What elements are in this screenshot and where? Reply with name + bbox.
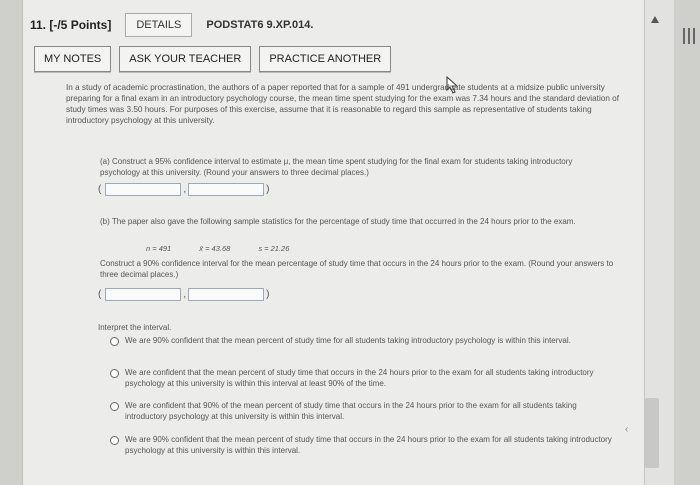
interpret-option-1[interactable]	[110, 336, 620, 347]
option-label: We are 90% confident that the mean percent of study time for all students taking introductory psychology is within this interval.	[125, 336, 571, 345]
expand-arrow-icon[interactable]: ‹	[625, 424, 629, 435]
option-label: We are confident that the mean percent of study time that occurs in the 24 hours prior to the exam for all students taking introductory psychology at this university is within this interval at least 90% of the time.	[125, 368, 594, 388]
option-label: We are 90% confident that the mean percent of study time that occurs in the 24 hours prior to the exam for all students taking introductory psychology at this university is within this interval.	[125, 435, 612, 455]
part-a-lower-input[interactable]	[105, 183, 181, 196]
part-a-answer-row	[98, 183, 269, 196]
radio-button[interactable]	[110, 436, 119, 445]
paren-open: (	[98, 184, 102, 195]
comma: ,	[183, 184, 187, 195]
interpret-option-4[interactable]	[110, 435, 615, 456]
paren-close: )	[266, 184, 270, 195]
practice-another-button[interactable]: PRACTICE ANOTHER	[259, 46, 391, 72]
radio-button[interactable]	[110, 337, 119, 346]
comma: ,	[183, 289, 187, 300]
radio-button[interactable]	[110, 402, 119, 411]
paren-close: )	[266, 289, 270, 300]
part-b-text: (b) The paper also gave the following sample statistics for the percentage of study time that occurred in the 24 hours prior to the exam.	[100, 217, 576, 226]
part-b-answer-row	[98, 288, 269, 301]
sample-statistics	[146, 244, 289, 253]
question-header	[30, 12, 313, 38]
details-button[interactable]: DETAILS	[125, 13, 192, 37]
option-label: We are confident that 90% of the mean percent of study time that occurs in the 24 hours prior to the exam for all students taking introductory psychology at this university is within this interval.	[125, 401, 577, 421]
part-b-construct: Construct a 90% confidence interval for the mean percentage of study time that occurs in the 24 hours prior to the exam. (Round your answers to three decimal places.)	[100, 259, 614, 279]
part-a-upper-input[interactable]	[188, 183, 264, 196]
part-b-lower-input[interactable]	[105, 288, 181, 301]
part-b-upper-input[interactable]	[188, 288, 264, 301]
radio-button[interactable]	[110, 369, 119, 378]
question-number: 11. [-/5 Points]	[30, 18, 112, 32]
stat-xbar: x̄ = 43.68	[199, 244, 231, 253]
interpret-option-2[interactable]	[110, 368, 610, 389]
stat-n: n = 491	[146, 244, 172, 253]
interpret-label: Interpret the interval.	[98, 323, 172, 332]
paren-open: (	[98, 289, 102, 300]
part-a-text: (a) Construct a 95% confidence interval to estimate μ, the mean time spent studying for the final exam for students taking introductory psychology at this university. (Round your answers to three decimal places.)	[100, 157, 573, 177]
problem-intro: In a study of academic procrastination, the authors of a paper reported that for a sample of 491 undergraduate students at a midsize public university preparing for a final exam in an introductory psychology course, the mean time spent studying for the exam was 7.34 hours and the standard deviation of study times was 3.50 hours. For purposes of this exercise, assume that it is reasonable to regard this sample as representative of students taking introductory psychology at this university.	[66, 83, 619, 125]
interpret-option-3[interactable]	[110, 401, 610, 422]
stat-s: s = 21.26	[258, 244, 290, 253]
menu-icon[interactable]	[683, 28, 697, 50]
my-notes-button[interactable]: MY NOTES	[34, 46, 111, 72]
course-code: PODSTAT6 9.XP.014.	[206, 19, 314, 31]
action-buttons	[34, 46, 391, 72]
scroll-up-icon[interactable]	[651, 16, 659, 23]
scroll-thumb[interactable]	[645, 398, 659, 468]
ask-teacher-button[interactable]: ASK YOUR TEACHER	[119, 46, 251, 72]
